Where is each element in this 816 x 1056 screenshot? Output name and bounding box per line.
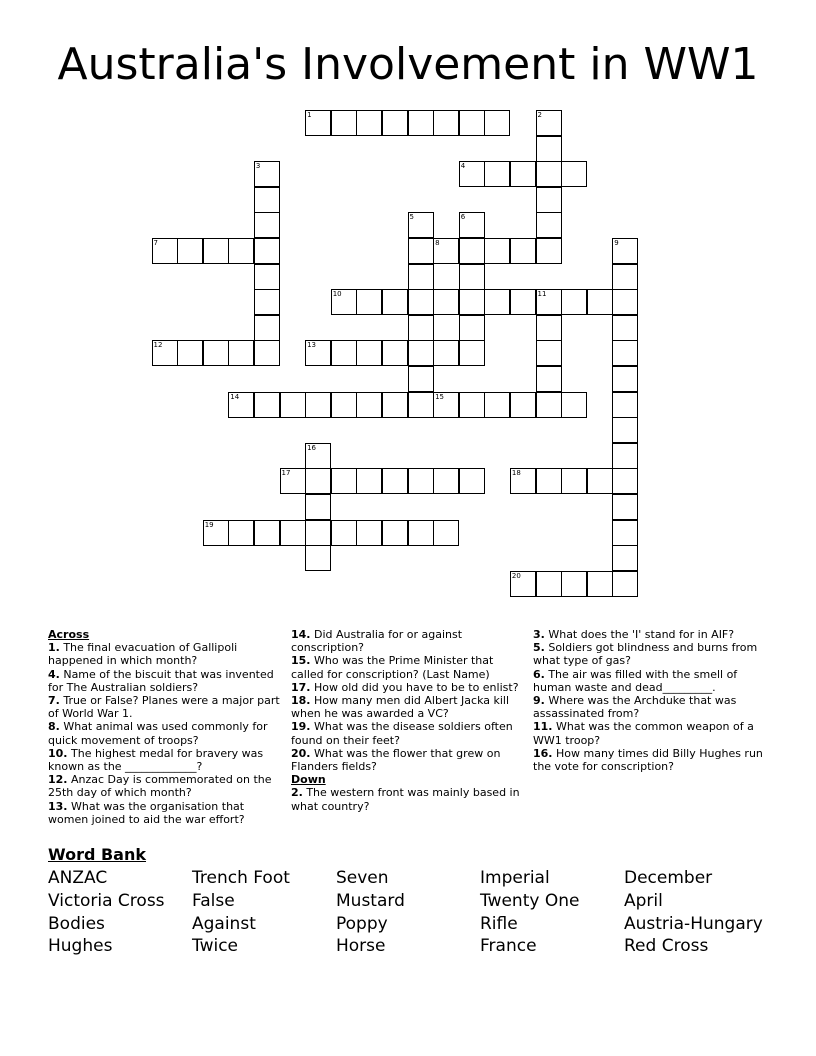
crossword-cell[interactable] xyxy=(561,392,587,418)
word-bank-heading: Word Bank xyxy=(48,845,147,864)
crossword-cell[interactable] xyxy=(228,520,254,546)
word-bank-item: Hughes xyxy=(48,936,113,957)
word-bank-item: Mustard xyxy=(336,890,405,911)
clue-number: 15 xyxy=(435,392,445,401)
word-bank-item: Red Cross xyxy=(624,936,709,957)
word-bank-item: Horse xyxy=(336,936,386,957)
crossword-cell[interactable] xyxy=(356,520,382,546)
crossword-cell[interactable] xyxy=(587,289,613,315)
crossword-cell[interactable] xyxy=(254,340,280,366)
crossword-cell[interactable] xyxy=(177,238,203,264)
crossword-cell[interactable] xyxy=(536,212,562,238)
clue-number: 18 xyxy=(511,469,521,478)
crossword-cell[interactable] xyxy=(408,366,434,392)
clue-text: The final evacuation of Gallipoli happened in which month? xyxy=(48,641,238,668)
crossword-cell[interactable] xyxy=(612,289,638,315)
word-bank-item: April xyxy=(624,890,663,911)
clue-text: True or False? Planes were a major part of World War 1. xyxy=(48,694,280,721)
crossword-cell[interactable] xyxy=(305,520,331,546)
clue-text: What was the organisation that women joined to aid the war effort? xyxy=(48,799,245,826)
crossword-cell[interactable] xyxy=(612,366,638,392)
across-clue xyxy=(48,747,280,773)
crossword-cell[interactable] xyxy=(536,571,562,597)
crossword-cell[interactable] xyxy=(510,289,536,315)
crossword-cell[interactable] xyxy=(587,468,613,494)
clue-number: 12. xyxy=(48,773,68,787)
crossword-cell[interactable] xyxy=(228,392,254,418)
crossword-cell[interactable] xyxy=(433,289,459,315)
crossword-cell[interactable] xyxy=(612,571,638,597)
clue-text: Did Australia for or against conscription? xyxy=(291,628,463,655)
across-clue xyxy=(48,800,280,826)
page-title: Australia's Involvement in WW1 xyxy=(57,39,759,90)
crossword-cell[interactable] xyxy=(484,392,510,418)
crossword-cell[interactable] xyxy=(561,289,587,315)
crossword-cell[interactable] xyxy=(408,110,434,136)
crossword-cell[interactable] xyxy=(152,340,178,366)
crossword-cell[interactable] xyxy=(612,340,638,366)
clue-number: 3. xyxy=(533,628,545,641)
crossword-cell[interactable] xyxy=(561,571,587,597)
crossword-cell[interactable] xyxy=(459,289,485,315)
word-bank-item: Against xyxy=(192,913,256,934)
crossword-cell[interactable] xyxy=(331,340,357,366)
crossword-cell[interactable] xyxy=(433,340,459,366)
crossword-cell[interactable] xyxy=(254,161,280,187)
clue-number: 3 xyxy=(255,162,261,171)
crossword-cell[interactable] xyxy=(408,468,434,494)
clues-column-1 xyxy=(48,628,280,826)
crossword-cell[interactable] xyxy=(305,340,331,366)
clue-number: 4 xyxy=(460,162,466,171)
crossword-cell[interactable] xyxy=(331,520,357,546)
clue-number: 1. xyxy=(48,641,60,655)
crossword-cell[interactable] xyxy=(356,468,382,494)
crossword-cell[interactable] xyxy=(536,136,562,162)
word-bank-item: Imperial xyxy=(480,868,550,888)
crossword-cell[interactable] xyxy=(203,238,229,264)
crossword-cell[interactable] xyxy=(459,238,485,264)
crossword-cell[interactable] xyxy=(612,468,638,494)
clue-text: What does the 'I' stand for in AIF? xyxy=(544,628,735,641)
clue-number: 5. xyxy=(533,641,545,655)
clue-text: The western front was mainly based in what country? xyxy=(291,786,520,813)
crossword-cell[interactable] xyxy=(484,110,510,136)
word-bank-item: Twenty One xyxy=(480,890,580,911)
crossword-cell[interactable] xyxy=(228,340,254,366)
across-clue xyxy=(291,681,523,694)
crossword-cell[interactable] xyxy=(254,212,280,238)
clue-number: 16. xyxy=(533,746,553,760)
across-clue-list-continued xyxy=(291,628,523,773)
down-heading: Down xyxy=(291,773,326,787)
crossword-cell[interactable] xyxy=(382,468,408,494)
clue-number: 15. xyxy=(291,654,311,668)
crossword-cell[interactable] xyxy=(254,264,280,290)
crossword-cell[interactable] xyxy=(203,340,229,366)
across-heading: Across xyxy=(48,628,90,641)
down-clue xyxy=(533,720,765,746)
crossword-cell[interactable] xyxy=(612,443,638,469)
crossword-cell[interactable] xyxy=(536,238,562,264)
clue-number: 6 xyxy=(460,213,466,222)
word-bank-item: Rifle xyxy=(480,913,518,934)
crossword-cell[interactable] xyxy=(433,468,459,494)
crossword-cell[interactable] xyxy=(536,366,562,392)
crossword-cell[interactable] xyxy=(305,494,331,520)
crossword-cell[interactable] xyxy=(408,340,434,366)
crossword-cell[interactable] xyxy=(280,520,306,546)
crossword-cell[interactable] xyxy=(484,161,510,187)
down-clue xyxy=(533,628,765,641)
across-clue-list xyxy=(48,641,280,826)
crossword-cell[interactable] xyxy=(408,392,434,418)
clue-text: How many times did Billy Hughes run the vote for conscription? xyxy=(533,746,763,774)
crossword-cell[interactable] xyxy=(382,520,408,546)
crossword-cell[interactable] xyxy=(382,110,408,136)
crossword-cell[interactable] xyxy=(536,110,562,136)
crossword-cell[interactable] xyxy=(612,494,638,520)
crossword-cell[interactable] xyxy=(536,161,562,187)
across-clue xyxy=(48,720,280,746)
crossword-cell[interactable] xyxy=(280,392,306,418)
clue-number: 14 xyxy=(230,392,240,401)
crossword-cell[interactable] xyxy=(484,238,510,264)
crossword-cell[interactable] xyxy=(484,289,510,315)
crossword-cell[interactable] xyxy=(459,264,485,290)
across-clue xyxy=(291,694,523,720)
crossword-cell[interactable] xyxy=(536,187,562,213)
crossword-cell[interactable] xyxy=(177,340,203,366)
crossword-cell[interactable] xyxy=(356,110,382,136)
clue-text: Where was the Archduke that was assassinated from? xyxy=(533,694,737,721)
word-bank-item: Seven xyxy=(336,868,389,888)
crossword-cell[interactable] xyxy=(152,238,178,264)
crossword-cell[interactable] xyxy=(254,187,280,213)
crossword-cell[interactable] xyxy=(254,392,280,418)
clue-number: 17. xyxy=(291,680,311,694)
clue-text: What animal was used commonly for quick movement of troops? xyxy=(48,720,268,747)
word-bank-item: Austria-Hungary xyxy=(624,913,763,934)
clue-number: 20. xyxy=(291,746,311,760)
crossword-cell[interactable] xyxy=(510,468,536,494)
crossword-cell[interactable] xyxy=(459,161,485,187)
crossword-cell[interactable] xyxy=(408,520,434,546)
crossword-cell[interactable] xyxy=(356,289,382,315)
word-bank xyxy=(48,867,788,958)
across-clue xyxy=(291,628,523,654)
clue-text: The air was filled with the smell of human waste and dead_________. xyxy=(533,667,738,694)
crossword-cell[interactable] xyxy=(536,315,562,341)
crossword-cell[interactable] xyxy=(612,392,638,418)
clue-text: Who was the Prime Minister that called for conscription? (Last Name) xyxy=(291,654,494,681)
crossword-cell[interactable] xyxy=(612,315,638,341)
crossword-cell[interactable] xyxy=(459,110,485,136)
clues-column-2 xyxy=(291,628,523,813)
crossword-cell[interactable] xyxy=(331,110,357,136)
crossword-cell[interactable] xyxy=(587,571,613,597)
clue-number: 16 xyxy=(307,443,317,452)
word-bank-item: False xyxy=(192,890,235,911)
crossword-cell[interactable] xyxy=(510,161,536,187)
down-clue xyxy=(291,786,523,812)
clue-text: What was the flower that grew on Flanders fields? xyxy=(291,746,501,774)
clue-text: Anzac Day is commemorated on the 25th day of which month? xyxy=(48,773,272,800)
crossword-cell[interactable] xyxy=(280,468,306,494)
clue-number: 8 xyxy=(435,239,440,247)
clue-number: 13. xyxy=(48,799,68,813)
crossword-cell[interactable] xyxy=(408,264,434,290)
crossword-cell[interactable] xyxy=(561,161,587,187)
crossword-cell[interactable] xyxy=(612,417,638,443)
clue-number: 19. xyxy=(291,720,311,734)
clue-text: The highest medal for bravery was known as the _____________? xyxy=(48,746,264,774)
crossword-cell[interactable] xyxy=(536,289,562,315)
crossword-cell[interactable] xyxy=(536,392,562,418)
clue-number: 2 xyxy=(537,111,542,119)
crossword-cell[interactable] xyxy=(203,520,229,546)
crossword-cell[interactable] xyxy=(254,289,280,315)
clue-text: What was the common weapon of a WW1 troop? xyxy=(533,720,754,747)
clue-number: 6. xyxy=(533,667,545,681)
crossword-cell[interactable] xyxy=(254,520,280,546)
crossword-cell[interactable] xyxy=(433,392,459,418)
crossword-cell[interactable] xyxy=(331,468,357,494)
crossword-cell[interactable] xyxy=(305,392,331,418)
across-clue xyxy=(48,694,280,720)
crossword-cell[interactable] xyxy=(459,392,485,418)
down-clue xyxy=(533,641,765,667)
clue-number: 18. xyxy=(291,694,311,708)
across-clue xyxy=(291,720,523,746)
clues-column-3 xyxy=(533,628,765,773)
across-clue xyxy=(48,641,280,667)
clue-number: 7. xyxy=(48,694,60,708)
clue-number: 5 xyxy=(409,213,414,222)
across-clue xyxy=(291,747,523,773)
word-bank-item: Bodies xyxy=(48,913,105,934)
clue-number: 2. xyxy=(291,786,303,800)
crossword-cell[interactable] xyxy=(356,340,382,366)
word-bank-item: December xyxy=(624,868,713,888)
word-bank-item: Victoria Cross xyxy=(48,890,165,911)
crossword-cell[interactable] xyxy=(254,238,280,264)
crossword-cell[interactable] xyxy=(305,443,331,469)
clue-number: 11. xyxy=(533,720,553,734)
down-clue xyxy=(533,668,765,694)
crossword-cell[interactable] xyxy=(433,520,459,546)
clue-text: Soldiers got blindness and burns from what type of gas? xyxy=(533,641,758,668)
crossword-cell[interactable] xyxy=(382,289,408,315)
crossword-cell[interactable] xyxy=(228,238,254,264)
crossword-cell[interactable] xyxy=(612,545,638,571)
word-bank-item: Poppy xyxy=(336,913,388,934)
crossword-cell[interactable] xyxy=(408,315,434,341)
crossword-cell[interactable] xyxy=(459,340,485,366)
clue-text: How many men did Albert Jacka kill when he was awarded a VC? xyxy=(291,694,510,721)
crossword-cell[interactable] xyxy=(612,238,638,264)
clue-number: 19 xyxy=(204,520,214,529)
across-clue xyxy=(291,654,523,680)
crossword-cell[interactable] xyxy=(510,392,536,418)
down-clue-list xyxy=(291,786,523,812)
crossword-cell[interactable] xyxy=(459,468,485,494)
crossword-cell[interactable] xyxy=(433,110,459,136)
clue-number: 17 xyxy=(281,469,291,478)
crossword-cell[interactable] xyxy=(561,468,587,494)
crossword-cell[interactable] xyxy=(305,110,331,136)
across-clue xyxy=(48,773,280,799)
crossword-cell[interactable] xyxy=(305,468,331,494)
clue-number: 7 xyxy=(153,239,158,247)
clue-number: 9. xyxy=(533,694,545,708)
clue-number: 11 xyxy=(537,290,547,299)
crossword-cell[interactable] xyxy=(536,340,562,366)
crossword-cell[interactable] xyxy=(382,392,408,418)
clue-text: How old did you have to be to enlist? xyxy=(310,680,519,694)
crossword-cell[interactable] xyxy=(382,340,408,366)
clue-number: 4. xyxy=(48,667,60,681)
crossword-cell[interactable] xyxy=(408,238,434,264)
crossword-cell[interactable] xyxy=(356,392,382,418)
crossword-cell[interactable] xyxy=(459,212,485,238)
clue-number: 9 xyxy=(614,239,619,247)
word-bank-item: Trench Foot xyxy=(192,868,290,888)
clue-text: What was the disease soldiers often found on their feet? xyxy=(291,720,513,747)
crossword-cell[interactable] xyxy=(510,238,536,264)
crossword-cell[interactable] xyxy=(433,238,459,264)
crossword-cell[interactable] xyxy=(536,468,562,494)
crossword-cell[interactable] xyxy=(612,520,638,546)
clue-text: Name of the biscuit that was invented for The Australian soldiers? xyxy=(48,667,274,694)
clue-number: 8. xyxy=(48,720,60,734)
across-clue xyxy=(48,668,280,694)
crossword-cell[interactable] xyxy=(510,571,536,597)
clue-number: 20 xyxy=(511,571,521,580)
clue-number: 14. xyxy=(291,628,311,641)
crossword-cell[interactable] xyxy=(612,264,638,290)
clue-number: 13 xyxy=(307,341,317,350)
crossword-cell[interactable] xyxy=(408,212,434,238)
crossword-cell[interactable] xyxy=(408,289,434,315)
crossword-cell[interactable] xyxy=(459,315,485,341)
down-clue xyxy=(533,694,765,720)
clue-number: 12 xyxy=(153,341,163,350)
clue-number: 10 xyxy=(332,290,342,299)
crossword-cell[interactable] xyxy=(331,392,357,418)
crossword-cell[interactable] xyxy=(305,545,331,571)
down-clue-list-continued xyxy=(533,628,765,773)
crossword-cell[interactable] xyxy=(331,289,357,315)
clue-number: 10. xyxy=(48,746,68,760)
word-bank-item: ANZAC xyxy=(48,868,108,888)
crossword-cell[interactable] xyxy=(254,315,280,341)
word-bank-item: France xyxy=(480,936,537,957)
clue-number: 1 xyxy=(307,111,312,119)
down-clue xyxy=(533,747,765,773)
word-bank-item: Twice xyxy=(192,936,239,957)
